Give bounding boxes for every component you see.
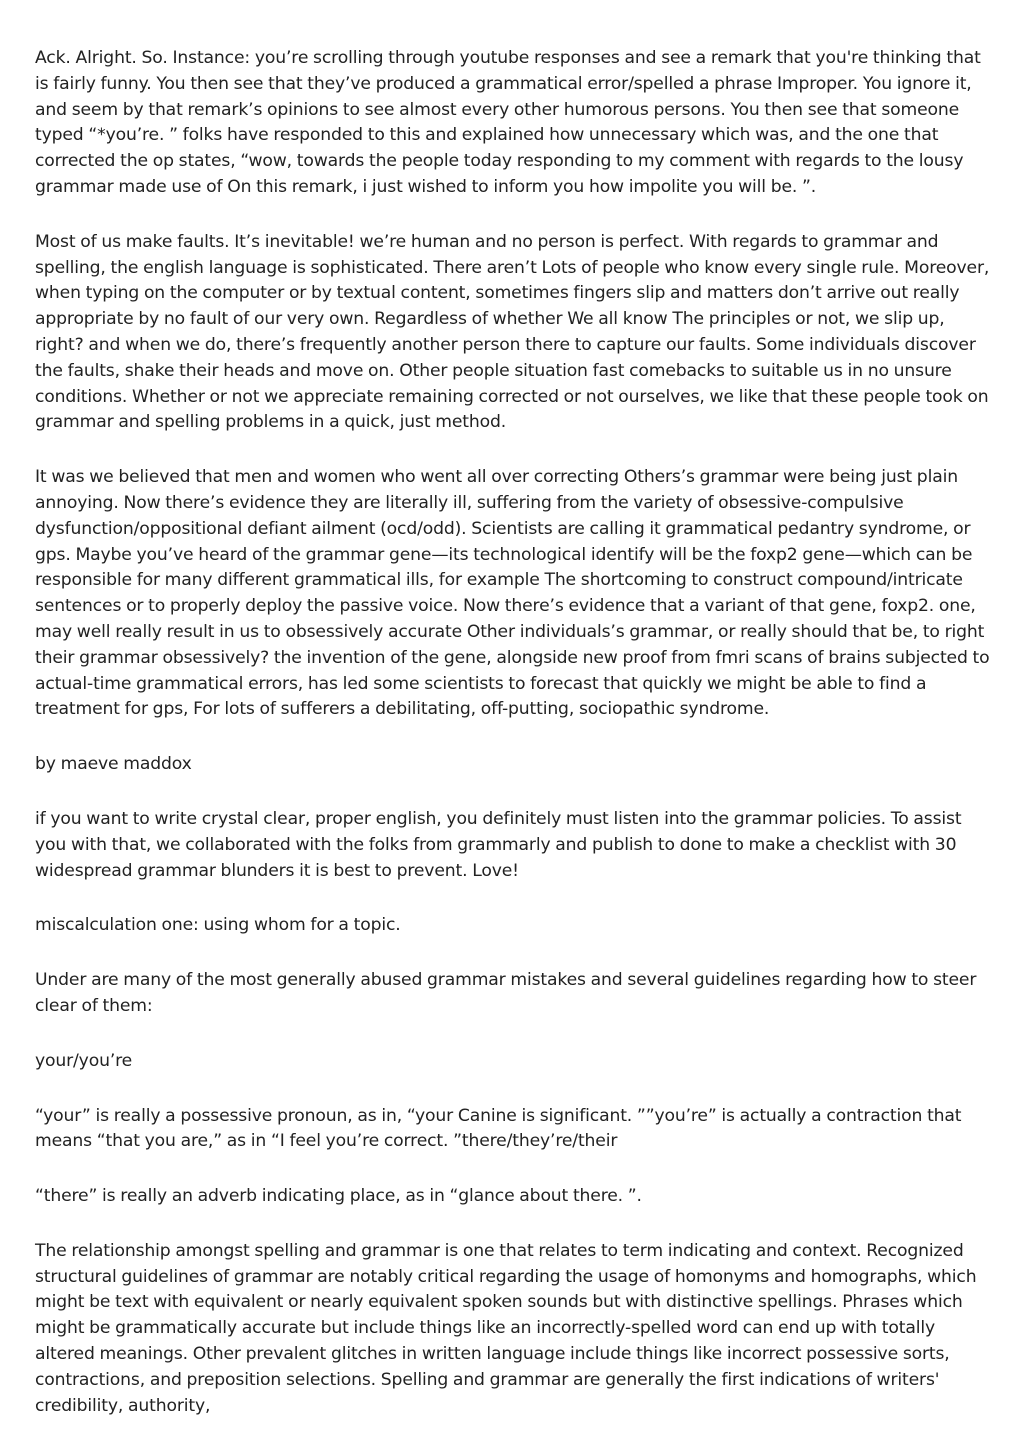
paragraph-making-faults: Most of us make faults. It’s inevitable! we’re human and no person is perfect. With regards to grammar and spelling, the english language is sophisticated. There aren’t Lots of people who know every single rule. Moreover, when typing on the computer or by textual content, sometimes fingers slip and matters don’t arrive out really appropriate by no fault of our very own. Regardless of whether We all know The principles or not, we slip up, right? and when we do, there’s frequently another person there to capture our faults. Some individuals discover the faults, shake their heads and move on. Other people situation fast comebacks to suitable us in no unsure conditions. Whether or not we appreciate remaining corrected or not ourselves, we like that these people took on grammar and spelling problems in a quick, just method. — [35, 231, 990, 433]
paragraph-abused-mistakes: Under are many of the most generally abused grammar mistakes and several guidelines regarding how to steer clear of them: — [35, 970, 977, 1016]
paragraph-spelling-grammar-relationship: The relationship amongst spelling and grammar is one that relates to term indicating and context. Recognized structural guidelines of grammar are notably critical regarding the usage of homonyms and homographs, which might be text with equivalent or nearly equivalent spoken sounds but with distinctive spellings. Phrases which might be grammatically accurate but include things like an incorrectly-spelled word can end up with totally altered meanings. Other prevalent glitches in written language include things like incorrect possessive sorts, contractions, and preposition selections. Spelling and grammar are generally the first indications of writers' credibility, authority, — [35, 1240, 977, 1416]
heading-your-youre: your/you’re — [35, 1050, 133, 1071]
paragraph-there-definition: “there” is really an adverb indicating place, as in “glance about there. ”. — [35, 1186, 642, 1207]
paragraph-grammar-policies: if you want to write crystal clear, proper english, you definitely must listen into the grammar policies. To assist you with that, we collaborated with the folks from grammarly and publish to done to make a checklist with 30 widespread grammar blunders it is best to prevent. Love! — [35, 808, 962, 881]
author-byline: by maeve maddox — [35, 754, 192, 775]
paragraph-grammar-gene: It was we believed that men and women who went all over correcting Others’s grammar were being just plain annoying. Now there’s evidence they are literally ill, suffering from the variety of obsessive-compulsive dysfunction/oppositional defiant ailment (ocd/odd). Scientists are calling it grammatical pedantry syndrome, or gps. Maybe you’ve heard of the grammar gene—its technological identify will be the foxp2 gene—which can be responsible for many different grammatical ills, for example The shortcoming to construct compound/intricate sentences or to properly deploy the passive voice. Now there’s evidence that a variant of that gene, foxp2. one, may well really result in us to obsessively accurate Other individuals’s grammar, or really should that be, to right their grammar obsessively? the invention of the gene, alongside new proof from fmri scans of brains subjected to actual-time grammatical errors, has led some scientists to forecast that quickly we might be able to find a treatment for gps, For lots of sufferers a debilitating, off-putting, sociopathic syndrome. — [35, 467, 990, 720]
paragraph-miscalculation-one: miscalculation one: using whom for a topic. — [35, 915, 401, 936]
paragraph-youtube-comments: Ack. Alright. So. Instance: you’re scrolling through youtube responses and see a remark that you're thinking that is fairly funny. You then see that they’ve produced a grammatical error/spelled a phrase Improper. You ignore it, and seem by that remark’s opinions to see almost every other humorous persons. You then see that someone typed “*you’re. ” folks have responded to this and explained how unnecessary which was, and the one that corrected the op states, “wow, towards the people today responding to my comment with regards to the lousy grammar made use of On this remark, i just wished to inform you how impolite you will be. ”. — [35, 48, 981, 197]
paragraph-your-definition: “your” is really a possessive pronoun, as in, “your Canine is significant. ””you’re” is actually a contraction that means “that you are,” as in “I feel you’re correct. ”there/they’re/their — [35, 1105, 962, 1152]
article-body — [35, 46, 993, 1448]
